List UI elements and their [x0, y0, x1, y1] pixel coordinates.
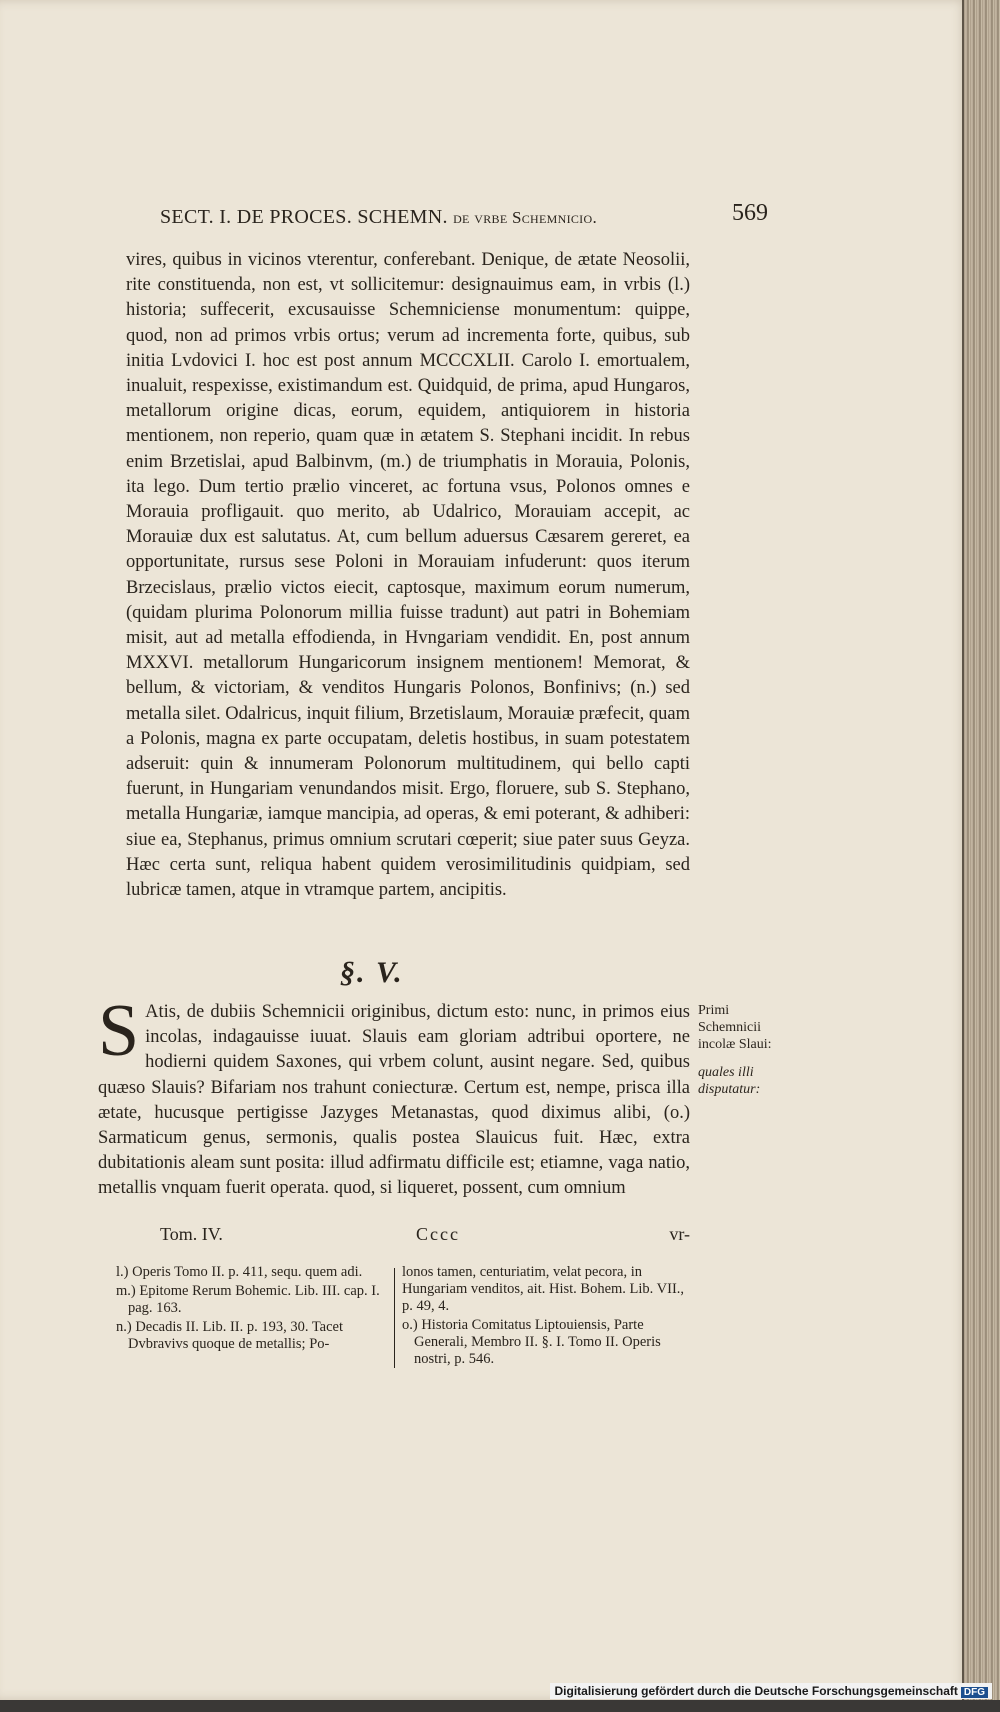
footnotes-right-column	[402, 1264, 694, 1370]
footnote-l: l.) Operis Tomo II. p. 411, sequ. quem adi.	[116, 1264, 363, 1280]
page-footer	[160, 1224, 690, 1245]
footnotes-left-column	[116, 1264, 388, 1355]
section-text	[98, 990, 690, 1202]
signature-mark: Cccc	[416, 1224, 460, 1244]
main-text	[126, 248, 690, 903]
section-paragraph	[98, 990, 690, 1202]
digitization-credit	[550, 1683, 992, 1699]
margin-note-incolae: Primi Schemnicii incolæ Slaui:	[698, 1003, 772, 1052]
footnote-o: o.) Historia Comitatus Liptouiensis, Parte Generali, Membro II. §. I. Tomo II. Operis nostri, p. 546.	[402, 1317, 661, 1367]
footnote-n-continued: lonos tamen, centuriatim, velat pecora, in Hungariam venditos, ait. Hist. Bohem. Lib. VII., p. 49, 4.	[402, 1264, 685, 1314]
section-paragraph-text: Atis, de dubiis Schemnicii originibus, dictum esto: nunc, in primos eius incolas, indagauisse iuuat. Slauis eam gloriam adtribui oportere, ne hodierni quidem Saxones, qui vrbem colunt, ausint negare. Sed, quibus quæso Slauis? Bifariam nos trahunt coniecturæ. Certum est, nempe, prisca illa ætate, hucusque pertigisse Jazyges Metanastas, quod diximus alibi, (o.) Sarmaticum genus, sermonis, qualis postea Slauicus fuit. Hæc, extra dubitationis aleam sunt posita: illud adfirmatu difficile est; etiamne, vaga natio, metallis vnquam fuerit operata. quod, si liqueret, possent, cum omnium	[98, 1002, 690, 1199]
volume-label: Tom. IV.	[160, 1224, 223, 1244]
footnote-divider	[394, 1268, 395, 1368]
footnote-n-start: n.) Decadis II. Lib. II. p. 193, 30. Tacet Dvbravivs quoque de metallis; Po-	[116, 1319, 344, 1352]
drop-cap: S	[98, 990, 140, 1072]
bottom-strip	[0, 1700, 1000, 1712]
catchword: vr-	[669, 1224, 690, 1244]
margin-note-quales: quales illi disputatur:	[698, 1065, 761, 1097]
credit-text: Digitalisierung gefördert durch die Deutsche Forschungsgemeinschaft	[554, 1684, 958, 1698]
running-head	[160, 206, 772, 229]
section-heading: §. V.	[340, 956, 404, 989]
running-head-title: SECT. I. DE PROCES. SCHEMN.	[160, 206, 448, 228]
running-head-subtitle: de vrbe Schemnicio.	[453, 208, 597, 227]
main-paragraph: vires, quibus in vicinos vterentur, conferebant. Denique, de ætate Neosolii, rite constituenda, non est, vt sollicitemur: designauimus eam, in vrbis (l.) historia; suffecerit, excusauisse Schemniciense monumentum: quippe, quod, non ad primos vrbis ortus; verum ad incrementa forte, quibus, sub initia Lvdovici I. hoc est post annum MCCCXLII. Carolo I. emortualem, inualuit, respexisse, existimandum est. Quidquid, de prima, apud Hungaros, metallorum origine dicas, eorum, equidem, antiquiorem in historia mentionem, non reperio, quam quæ in ætatem S. Stephani incidit. In rebus enim Brzetislai, apud Balbinvm, (m.) de triumphatis in Morauia, Polonis, ita lego. Dum tertio prælio vinceret, ac fortuna vsus, Polonos omnes e Morauia profligauit. quo merito, ab Udalrico, Morauiam accepit, ac Morauiæ dux est salutatus. At, cum bellum aduersus Cæsarem gereret, ea opportunitate, rursus sese Poloni in Morauiam infuderunt: quos iterum Brzecislaus, prælio victos eiecit, captosque, maximum eorum numerum, (quidam plurima Polonorum millia fuisse tradunt) aut patri in Bohemiam misit, aut ad metalla effodienda, in Hvngariam vendidit. En, post annum MXXVI. metallorum Hungaricorum insignem mentionem! Memorat, & bellum, & victoriam, & venditos Hungaris Polonos, Bonfinivs; (n.) sed metalla silet. Odalricus, inquit filium, Brzetislaum, Morauiæ præfecit, quam a Polonis, magna ex parte occupatam, deletis hostibus, in suam potestatem adseruit: quin & innumeram Polonorum multitudinem, qui bello capti fuerunt, in Hungariam venundandos misit. Ergo, floruere, sub S. Stephano, metalla Hungariæ, iamque mancipia, ad operas, & emi poterant, & adhiberi: siue ea, Stephanus, primus omnium scrutari cœperit; siue pater suus Geyza. Hæc certa sunt, reliqua habent quidem verosimilitudinis quidpiam, sed lubricæ tamen, atque in vtramque partem, ancipitis.	[126, 250, 690, 901]
dfg-logo: DFG	[961, 1687, 988, 1698]
page-edge	[962, 0, 1000, 1700]
footnote-m: m.) Epitome Rerum Bohemic. Lib. III. cap. I. pag. 163.	[116, 1283, 380, 1316]
page-number: 569	[732, 200, 768, 226]
